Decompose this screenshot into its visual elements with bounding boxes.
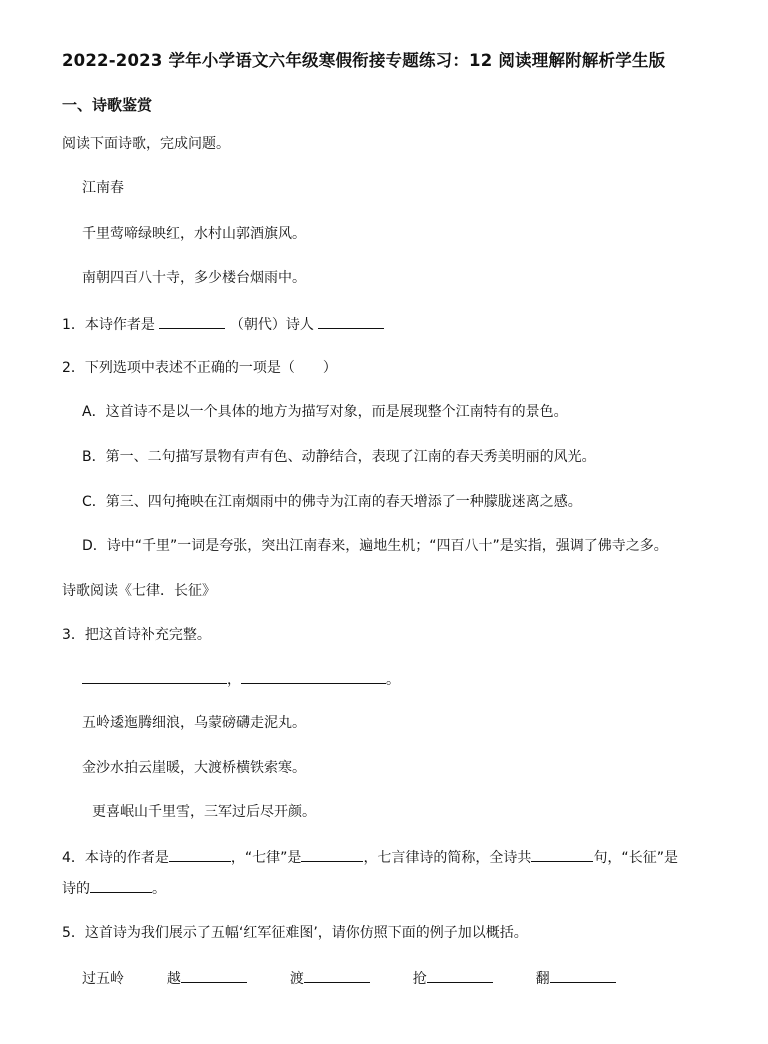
answer-blank[interactable] bbox=[301, 847, 363, 862]
answer-blank[interactable] bbox=[241, 669, 386, 684]
question-text: 句，“长征”是 bbox=[593, 850, 678, 866]
question-5-answers bbox=[82, 968, 616, 989]
answer-blank[interactable] bbox=[427, 968, 493, 983]
poem-line: 更喜岷山千里雪，三军过后尽开颜。 bbox=[92, 804, 316, 820]
question-text: （朝代）诗人 bbox=[229, 317, 314, 333]
answer-blank[interactable] bbox=[181, 968, 247, 983]
option-b: B．第一、二句描写景物有声有色、动静结合，表现了江南的春天秀美明丽的风光。 bbox=[82, 449, 596, 465]
option-a: A．这首诗不是以一个具体的地方为描写对象，而是展现整个江南特有的景色。 bbox=[82, 404, 568, 420]
question-text: 诗的 bbox=[62, 881, 90, 897]
option-d: D．诗中“千里”一词是夸张，突出江南春来，遍地生机；“四百八十”是实指，强调了佛寺之多。 bbox=[82, 538, 668, 554]
poem-line: 五岭逶迤腾细浪，乌蒙磅礴走泥丸。 bbox=[82, 715, 306, 731]
question-3-stem: 3．把这首诗补充完整。 bbox=[62, 627, 211, 643]
answer-blank[interactable] bbox=[304, 968, 370, 983]
question-text: ，七言律诗的简称，全诗共 bbox=[363, 850, 532, 866]
section-heading: 一、诗歌鉴赏 bbox=[62, 96, 153, 114]
question-text: 4．本诗的作者是 bbox=[62, 850, 169, 866]
question-4-continued bbox=[62, 878, 166, 899]
question-4 bbox=[62, 847, 678, 868]
punctuation: 。 bbox=[386, 672, 400, 688]
poem-line: 南朝四百八十寺，多少楼台烟雨中。 bbox=[82, 270, 306, 286]
poem-line: 千里莺啼绿映红，水村山郭酒旗风。 bbox=[82, 226, 306, 242]
poem-fill-line bbox=[82, 669, 400, 690]
document-title: 2022-2023 学年小学语文六年级寒假衔接专题练习：12 阅读理解附解析学生版 bbox=[62, 51, 666, 70]
answer-blank[interactable] bbox=[159, 314, 225, 329]
question-text: 。 bbox=[152, 881, 166, 897]
option-c: C．第三、四句掩映在江南烟雨中的佛寺为江南的春天增添了一种朦胧迷离之感。 bbox=[82, 494, 582, 510]
question-5-stem: 5．这首诗为我们展示了五幅‘红军征难图’，请你仿照下面的例子加以概括。 bbox=[62, 925, 528, 941]
answer-blank[interactable] bbox=[550, 968, 616, 983]
prompt-char: 越 bbox=[166, 971, 181, 987]
prompt-char: 翻 bbox=[535, 971, 550, 987]
example-answer: 过五岭 bbox=[82, 971, 124, 987]
answer-blank[interactable] bbox=[531, 847, 593, 862]
answer-blank[interactable] bbox=[90, 878, 152, 893]
question-1 bbox=[62, 314, 384, 335]
poem-title: 江南春 bbox=[82, 180, 124, 196]
answer-blank[interactable] bbox=[82, 669, 227, 684]
instruction-text: 阅读下面诗歌，完成问题。 bbox=[62, 136, 230, 152]
question-2-stem: 2．下列选项中表述不正确的一项是（ ） bbox=[62, 360, 337, 376]
answer-blank[interactable] bbox=[169, 847, 231, 862]
prompt-char: 抢 bbox=[412, 971, 427, 987]
punctuation: ， bbox=[227, 672, 241, 688]
poem-2-intro: 诗歌阅读《七律．长征》 bbox=[62, 583, 216, 599]
question-text: ，“七律”是 bbox=[230, 850, 302, 866]
prompt-char: 渡 bbox=[289, 971, 304, 987]
poem-line: 金沙水拍云崖暖，大渡桥横铁索寒。 bbox=[82, 760, 306, 776]
question-text: 1．本诗作者是 bbox=[62, 317, 155, 333]
answer-blank[interactable] bbox=[318, 314, 384, 329]
